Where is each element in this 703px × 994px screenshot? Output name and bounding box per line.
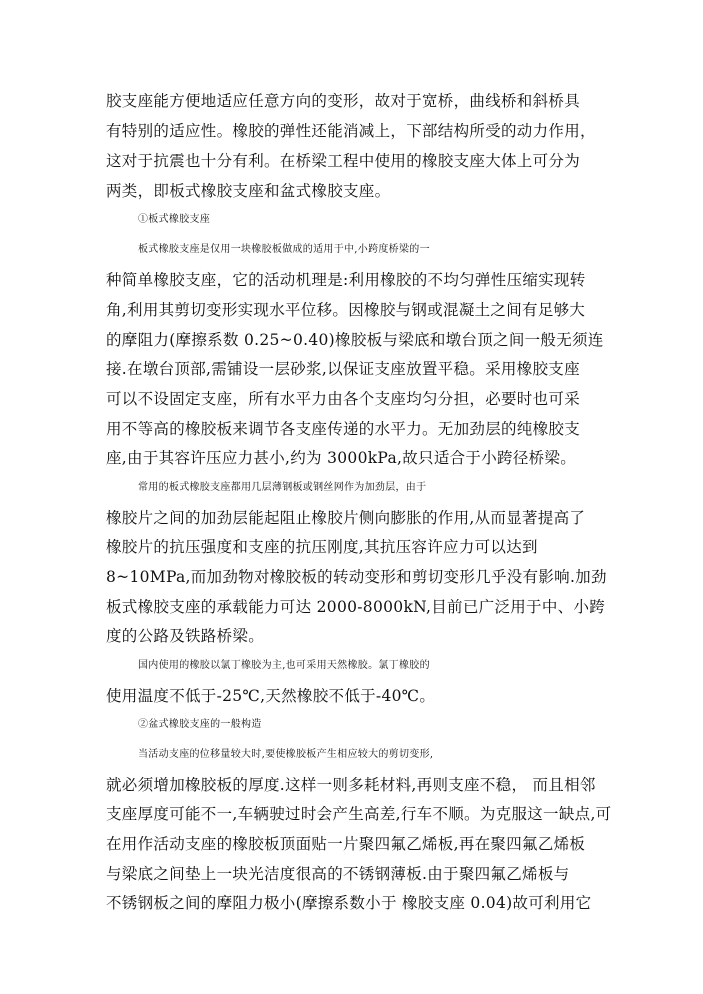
text-line: 板式橡胶支座是仅用一块橡胶板做成的适用于中,小跨度桥梁的一 xyxy=(138,244,430,255)
text-line: 当活动支座的位移量较大时,要使橡胶板产生相应较大的剪切变形, xyxy=(138,749,434,760)
text-line: 使用温度不低于-25℃,天然橡胶不低于-40℃。 xyxy=(106,687,436,705)
text-line: 常用的板式橡胶支座都用几层薄钢板或钢丝网作为加劲层，由于 xyxy=(138,482,427,493)
text-line: 用不等高的橡胶板来调节各支座传递的水平力。无加劲层的纯橡胶支 xyxy=(106,420,581,438)
text-line: 橡胶片之间的加劲层能起阻止橡胶片侧向膨胀的作用,从而显著提高了 xyxy=(106,509,586,527)
text-line: 这对于抗震也十分有利。在桥梁工程中使用的橡胶支座大体上可分为 xyxy=(106,152,581,170)
text-line: 在用作活动支座的橡胶板顶面贴一片聚四氟乙烯板,再在聚四氟乙烯板 xyxy=(106,835,586,853)
text-line: 支座厚度可能不一,车辆驶过时会产生高差,行车不顺。为克服这一缺点,可 xyxy=(106,805,612,823)
text-line: 胶支座能方便地适应任意方向的变形，故对于宽桥，曲线桥和斜桥具 xyxy=(106,92,581,110)
text-line: 与梁底之间垫上一块光洁度很高的不锈钢薄板.由于聚四氟乙烯板与 xyxy=(106,865,570,883)
text-line: 不锈钢板之间的摩阻力极小(摩擦系数小于 橡胶支座 0.04)故可利用它 xyxy=(106,894,592,912)
text-line: 度的公路及铁路桥梁。 xyxy=(106,627,265,645)
text-line: 角,利用其剪切变形实现水平位移。因橡胶与钢或混凝土之间有足够大 xyxy=(106,301,586,319)
text-line: 可以不设固定支座，所有水平力由各个支座均匀分担，必要时也可采 xyxy=(106,390,581,408)
text-line: 板式橡胶支座的承载能力可达 2000-8000kN,目前已广泛用于中、小跨 xyxy=(106,598,606,616)
text-line: 种简单橡胶支座，它的活动机理是:利用橡胶的不均匀弹性压缩实现转 xyxy=(106,271,586,289)
text-line: 有特别的适应性。橡胶的弹性还能消减上，下部结构所受的动力作用， xyxy=(106,122,596,140)
section-heading: ②盆式橡胶支座的一般构造 xyxy=(138,719,262,730)
text-line: 的摩阻力(摩擦系数 0.25~0.40)橡胶板与梁底和墩台顶之间一般无须连 xyxy=(106,331,604,349)
section-heading: ①板式橡胶支座 xyxy=(138,214,211,225)
text-line: 座,由于其容许压应力甚小,约为 3000kPa,故只适合于小跨径桥梁。 xyxy=(106,449,577,467)
text-line: 8~10MPa,而加劲物对橡胶板的转动变形和剪切变形几乎没有影响.加劲 xyxy=(106,568,607,586)
text-line: 就必须增加橡胶板的厚度.这样一则多耗材料,再则支座不稳， 而且相邻 xyxy=(106,776,596,794)
text-line: 国内使用的橡胶以氯丁橡胶为主,也可采用天然橡胶。氯丁橡胶的 xyxy=(138,660,430,671)
text-line: 两类，即板式橡胶支座和盆式橡胶支座。 xyxy=(106,182,391,200)
text-line: 接.在墩台顶部,需铺设一层砂浆,以保证支座放置平稳。采用橡胶支座 xyxy=(106,360,580,378)
text-line: 橡胶片的抗压强度和支座的抗压刚度,其抗压容许应力可以达到 xyxy=(106,538,538,556)
